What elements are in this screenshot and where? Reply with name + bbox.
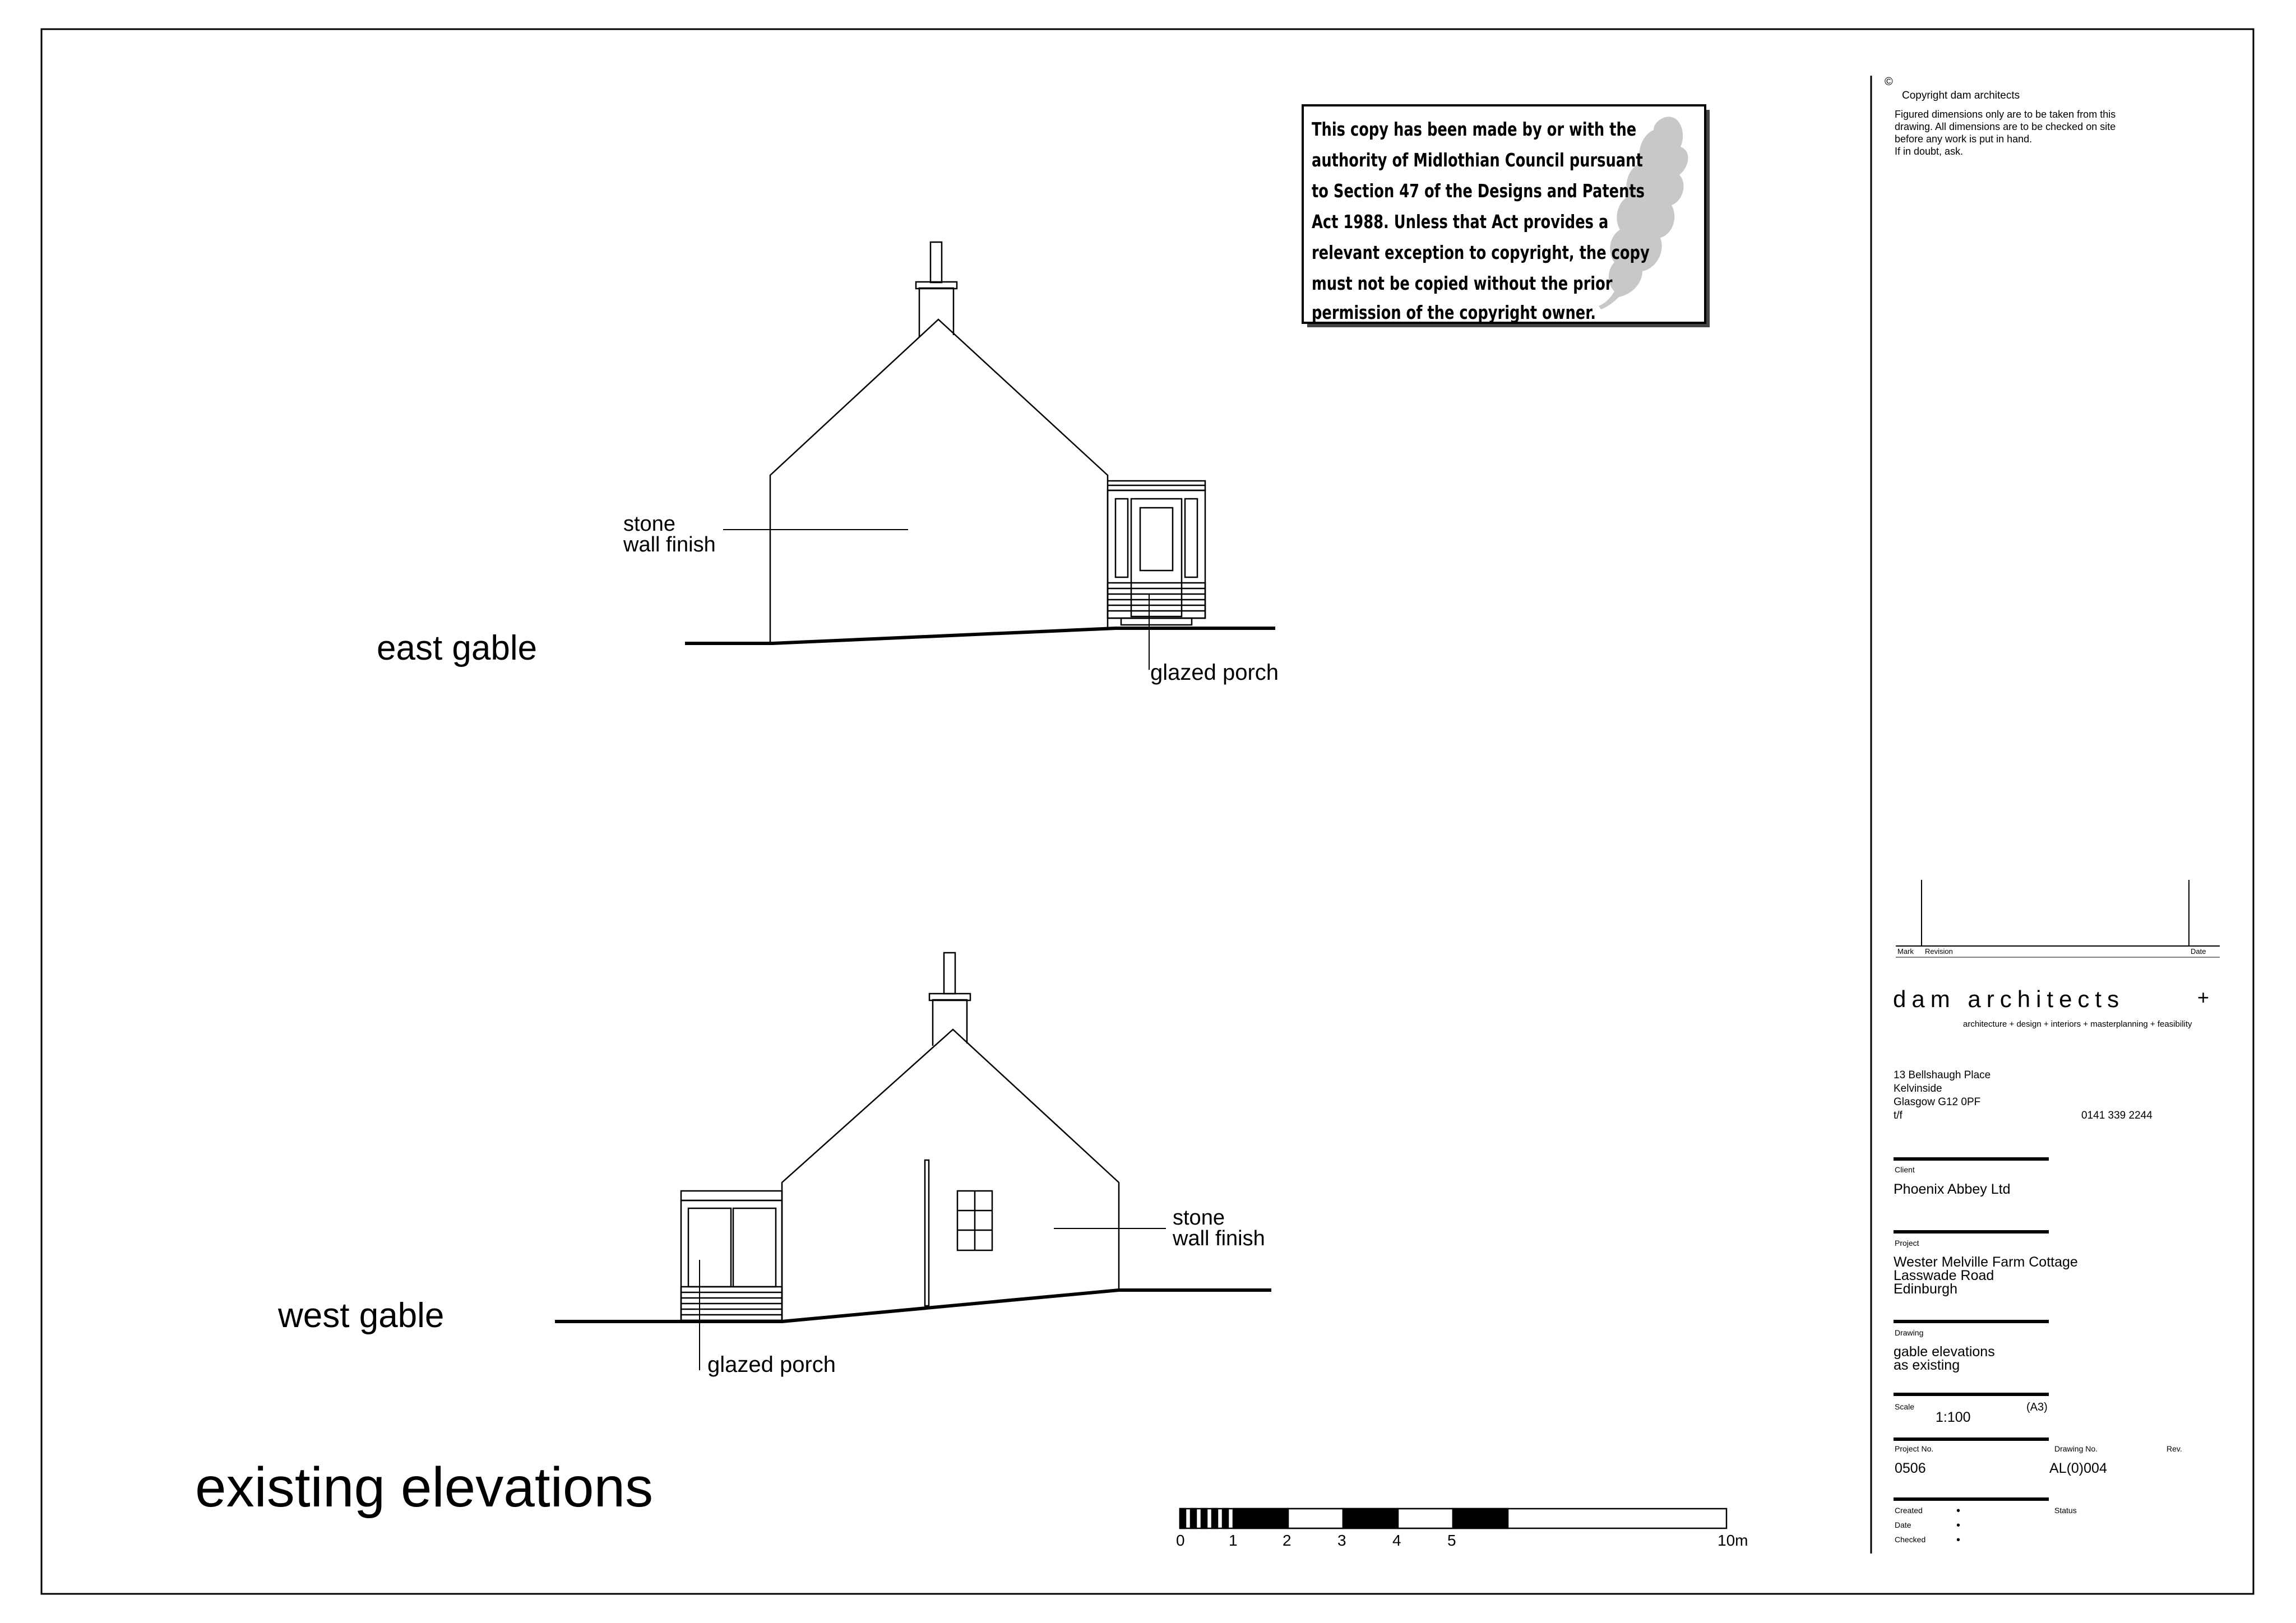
scale-tick-label: 3 [1337, 1532, 1346, 1549]
project-line-3: Edinburgh [1894, 1281, 1957, 1297]
east-house-outline [770, 319, 1108, 643]
scale-end-label: 10m [1718, 1532, 1748, 1549]
created-bullet: • [1956, 1505, 1961, 1517]
east-chimney-pot [931, 242, 942, 282]
west-porch-label: glazed porch [707, 1352, 836, 1377]
firm-address [1894, 1069, 2152, 1121]
firm-name: dam architects [1893, 986, 2125, 1012]
client-label: Client [1895, 1165, 1915, 1174]
west-porch-window-right [733, 1208, 776, 1287]
checked-label: Checked [1895, 1535, 1926, 1544]
revision-date-header: Date [2191, 947, 2206, 956]
stamp-line-3: to Section 47 of the Designs and Patents [1311, 180, 1645, 202]
project-line-2: Lasswade Road [1894, 1268, 1994, 1283]
copyright-symbol: © [1885, 76, 1893, 88]
scale-segment [1180, 1509, 1186, 1528]
scale-bar-labels [1176, 1532, 1748, 1549]
east-wall-label-2: wall finish [623, 533, 716, 557]
project-label: Project [1895, 1239, 1919, 1248]
stamp-line-6: must not be copied without the prior [1311, 272, 1613, 294]
copyright-text: Copyright dam architects [1902, 90, 2020, 101]
scale-tick-label: 0 [1176, 1532, 1185, 1549]
note-line: before any work is put in hand. [1895, 133, 2033, 145]
title-block [1885, 76, 2220, 1546]
west-downpipe [925, 1160, 929, 1306]
east-gable-title: east gable [377, 629, 538, 667]
east-porch-door [1131, 499, 1182, 616]
revision-header: Revision [1925, 947, 1953, 956]
west-porch-roof [681, 1191, 782, 1200]
address-line: 13 Bellshaugh Place [1894, 1069, 1991, 1081]
drawing-label: Drawing [1895, 1328, 1924, 1337]
stamp-line-5: relevant exception to copyright, the copy [1311, 242, 1650, 263]
client-value: Phoenix Abbey Ltd [1894, 1181, 2011, 1197]
drawing-line-2: as existing [1894, 1357, 1960, 1373]
scale-segment [1212, 1509, 1218, 1528]
note-line: Figured dimensions only are to be taken from this [1895, 109, 2116, 120]
address-line: Glasgow G12 0PF [1894, 1096, 1981, 1108]
drawing-line-1: gable elevations [1894, 1344, 1995, 1360]
scale-bar [1180, 1509, 1726, 1528]
scale-label: Scale [1895, 1402, 1915, 1411]
created-label: Created [1895, 1506, 1923, 1515]
scale-tick-label: 1 [1229, 1532, 1238, 1549]
west-ground-line [555, 1290, 1271, 1321]
address-line: Kelvinside [1894, 1083, 1942, 1095]
address-line: t/f [1894, 1110, 1902, 1121]
scale-segment [1288, 1509, 1343, 1528]
date-label: Date [1895, 1520, 1911, 1529]
west-chimney [933, 1000, 967, 1046]
note-line: If in doubt, ask. [1895, 146, 1964, 157]
east-chimney [919, 288, 953, 337]
west-wall-label-2: wall finish [1173, 1227, 1265, 1250]
scale-tick-label: 5 [1447, 1532, 1456, 1549]
scale-segment [1233, 1509, 1288, 1528]
west-gable-title: west gable [278, 1296, 445, 1335]
scale-value: 1:100 [1936, 1409, 1971, 1425]
scale-segment [1191, 1509, 1196, 1528]
scale-segment [1223, 1509, 1228, 1528]
notes [1895, 109, 2116, 157]
east-ground-line [685, 628, 1275, 643]
stamp-line-2: authority of Midlothian Council pursuant [1311, 149, 1643, 171]
firm-plus: + [2197, 986, 2210, 1009]
west-wall-label-1: stone [1173, 1206, 1225, 1230]
date-bullet: • [1956, 1519, 1961, 1532]
east-porch-window-left [1115, 499, 1128, 577]
firm-phone: 0141 339 2244 [2081, 1110, 2152, 1121]
checked-bullet: • [1956, 1534, 1961, 1546]
stamp-line-1: This copy has been made by or with the [1311, 118, 1637, 140]
stamp-line-7: permission of the copyright owner. [1311, 302, 1596, 323]
scale-tick-label: 2 [1283, 1532, 1292, 1549]
east-porch-window-right [1185, 499, 1197, 577]
west-porch-window-left [688, 1208, 731, 1287]
firm-tagline: architecture + design + interiors + masterplanning + feasibility [1963, 1019, 2192, 1029]
revision-mark-header: Mark [1897, 947, 1914, 956]
east-porch-step [1121, 618, 1192, 625]
project-no-value: 0506 [1895, 1460, 1926, 1476]
east-gable-elevation [685, 242, 1275, 670]
drawing-title: existing elevations [195, 1456, 654, 1519]
drawing-no-value: AL(0)004 [2049, 1460, 2107, 1476]
sheet-size: (A3) [2026, 1401, 2048, 1413]
project-no-label: Project No. [1895, 1444, 1934, 1453]
scale-segment [1201, 1509, 1207, 1528]
scale-segment [1398, 1509, 1453, 1528]
rev-label: Rev. [2167, 1444, 2182, 1453]
scale-segment [1343, 1509, 1398, 1528]
scale-segment [1453, 1509, 1508, 1528]
east-porch-label: glazed porch [1150, 660, 1279, 685]
scale-tick-label: 4 [1392, 1532, 1401, 1549]
west-chimney-pot [944, 953, 955, 994]
east-porch-door-glass [1140, 508, 1173, 571]
west-house-outline [782, 1030, 1119, 1320]
drawing-no-label: Drawing No. [2054, 1444, 2098, 1453]
copyright-stamp [1303, 105, 1710, 327]
east-wall-label-1: stone [623, 512, 675, 536]
west-gable-elevation [555, 953, 1271, 1370]
project-line-1: Wester Melville Farm Cottage [1894, 1254, 2078, 1270]
note-line: drawing. All dimensions are to be checked on site [1895, 121, 2116, 132]
status-label: Status [2054, 1506, 2077, 1515]
stamp-line-4: Act 1988. Unless that Act provides a [1311, 211, 1609, 233]
